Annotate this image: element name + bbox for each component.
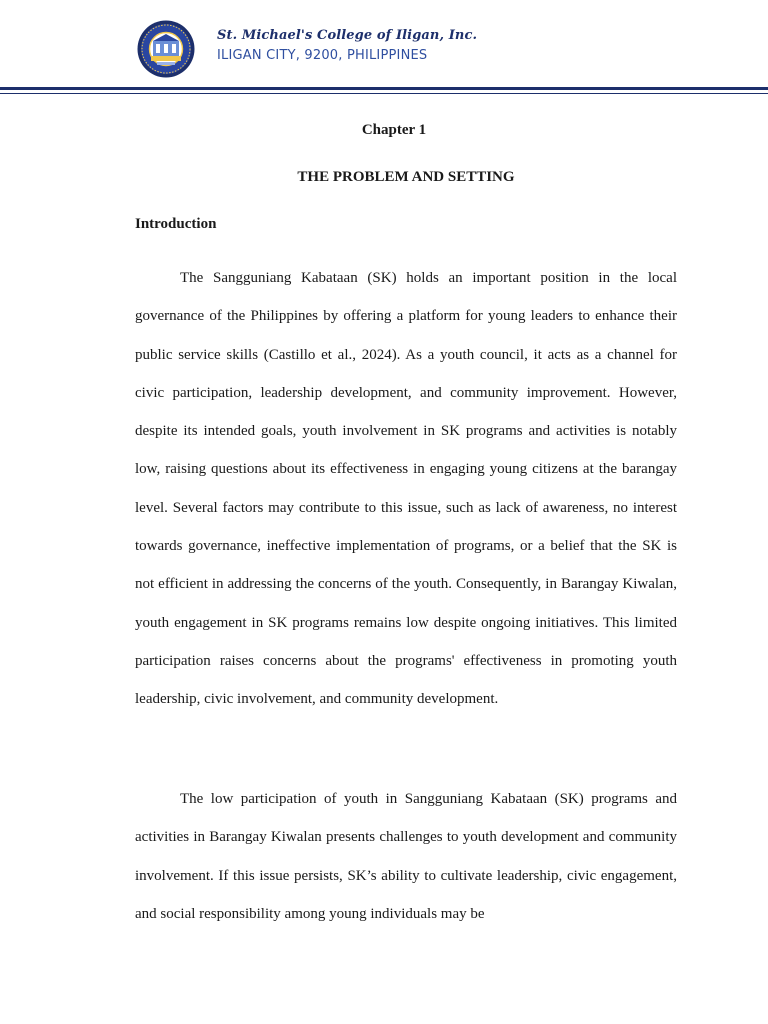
college-name: St. Michael's College of Iligan, Inc. [217, 28, 478, 43]
header-rule-thin [0, 93, 768, 94]
letterhead [0, 0, 768, 96]
college-seal-icon [137, 20, 195, 78]
college-address: ILIGAN CITY, 9200, PHILIPPINES [217, 48, 428, 63]
section-heading: Introduction [135, 216, 217, 232]
body-paragraph: The Sangguniang Kabataan (SK) holds an important position in the local governance of the Philippines by offering a platform for young leaders to enhance their public service skills (Castillo et al., 2024). As a youth council, it acts as a channel for civic participation, leadership development, and community improvement. However, despite its intended goals, youth involvement in SK programs and activities is notably low, raising questions about its effectiveness in engaging young citizens at the barangay level. Several factors may contribute to this issue, such as lack of awareness, no interest towards governance, ineffective implementation of programs, or a belief that the SK is not efficient in addressing the concerns of the youth. Consequently, in Barangay Kiwalan, youth engagement in SK programs remains low despite ongoing initiatives. This limited participation raises concerns about the programs' effectiveness in promoting youth leadership, civic involvement, and community development. [135, 270, 677, 708]
header-rule-thick [0, 87, 768, 90]
chapter-label: Chapter 1 [361, 122, 427, 138]
body-paragraph: The low participation of youth in Sangguniang Kabataan (SK) programs and activities in Barangay Kiwalan presents challenges to youth development and community involvement. If this issue persists, SK’s ability to cultivate leadership, civic engagement, and social responsibility among young individuals may be [135, 791, 677, 922]
chapter-title: THE PROBLEM AND SETTING [297, 169, 515, 185]
